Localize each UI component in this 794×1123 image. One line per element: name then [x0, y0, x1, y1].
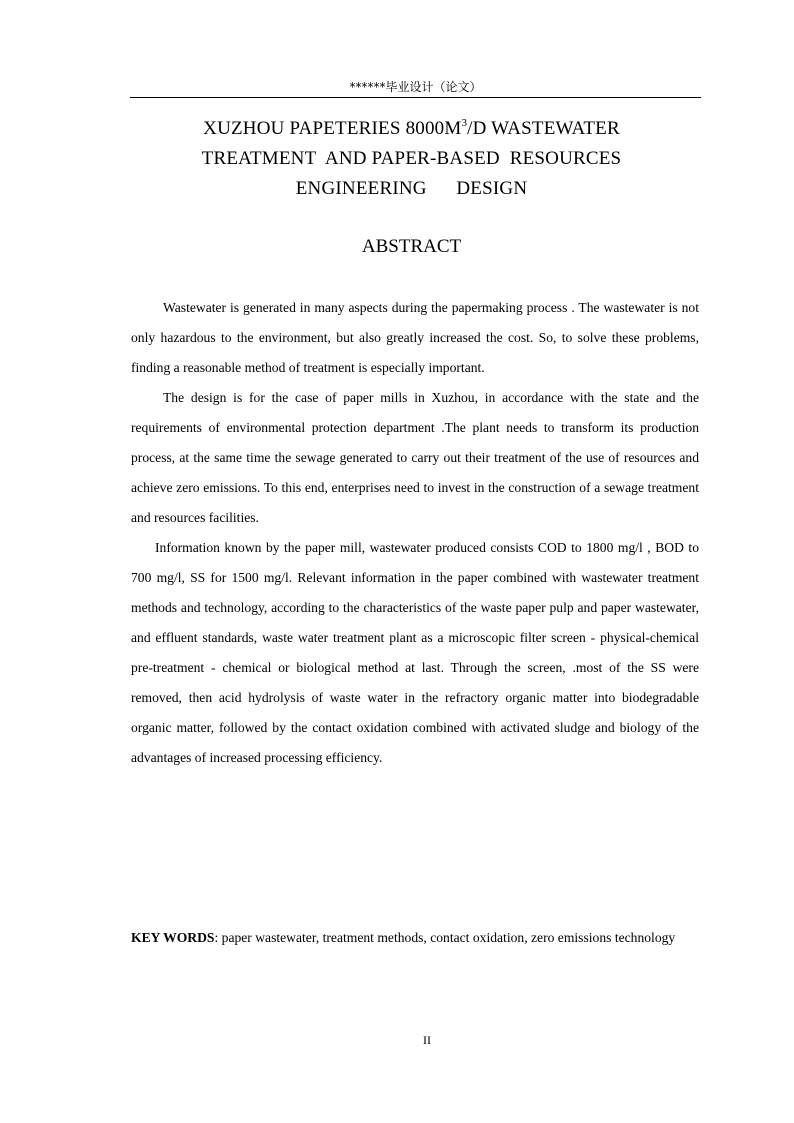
title-superscript: 3	[461, 116, 468, 129]
keywords	[131, 923, 696, 953]
title-line-2: TREATMENT AND PAPER-BASED RESOURCES	[201, 148, 622, 169]
abstract-paragraph: Information known by the paper mill, wastewater produced consists COD to 1800 mg/l , BOD to 700 mg/l, SS for 1500 mg/l. Relevant information in the paper combined with wastewater treatment methods and technology, according to the characteristics of the waste paper pulp and paper wastewater, and effluent standards, waste water treatment plant as a microscopic filter screen - physical-chemical pre-treatment - chemical or biological method at last. Through the screen, .most of the SS were removed, then acid hydrolysis of waste water in the refractory organic matter into biodegradable organic matter, followed by the contact oxidation combined with activated sludge and biology of the advantages of increased processing efficiency.	[131, 540, 699, 765]
page-header: ******毕业设计（论文）	[349, 80, 482, 94]
keywords-label: KEY WORDS	[131, 930, 215, 945]
title-line-3: ENGINEERING DESIGN	[295, 178, 528, 199]
title-line-1-text: XUZHOU PAPETERIES 8000M	[203, 118, 462, 139]
abstract-body	[131, 293, 699, 773]
document-title	[130, 114, 693, 204]
page-number: II	[423, 1033, 431, 1047]
header-rule	[130, 97, 701, 98]
abstract-paragraph: Wastewater is generated in many aspects during the papermaking process . The wastewater is not only hazardous to the environment, but also greatly increased the cost. So, to solve these problems, finding a reasonable method of treatment is especially important.	[131, 300, 699, 375]
title-line-1-tail: /D WASTEWATER	[467, 118, 620, 139]
title-line-1	[130, 114, 693, 144]
keywords-text: : paper wastewater, treatment methods, contact oxidation, zero emissions technology	[214, 930, 676, 945]
abstract-paragraph: The design is for the case of paper mills in Xuzhou, in accordance with the state and the requirements of environmental protection department .The plant needs to transform its production process, at the same time the sewage generated to carry out their treatment of the use of resources and achieve zero emissions. To this end, enterprises need to invest in the construction of a sewage treatment and resources facilities.	[131, 390, 699, 525]
abstract-heading: ABSTRACT	[361, 236, 462, 257]
